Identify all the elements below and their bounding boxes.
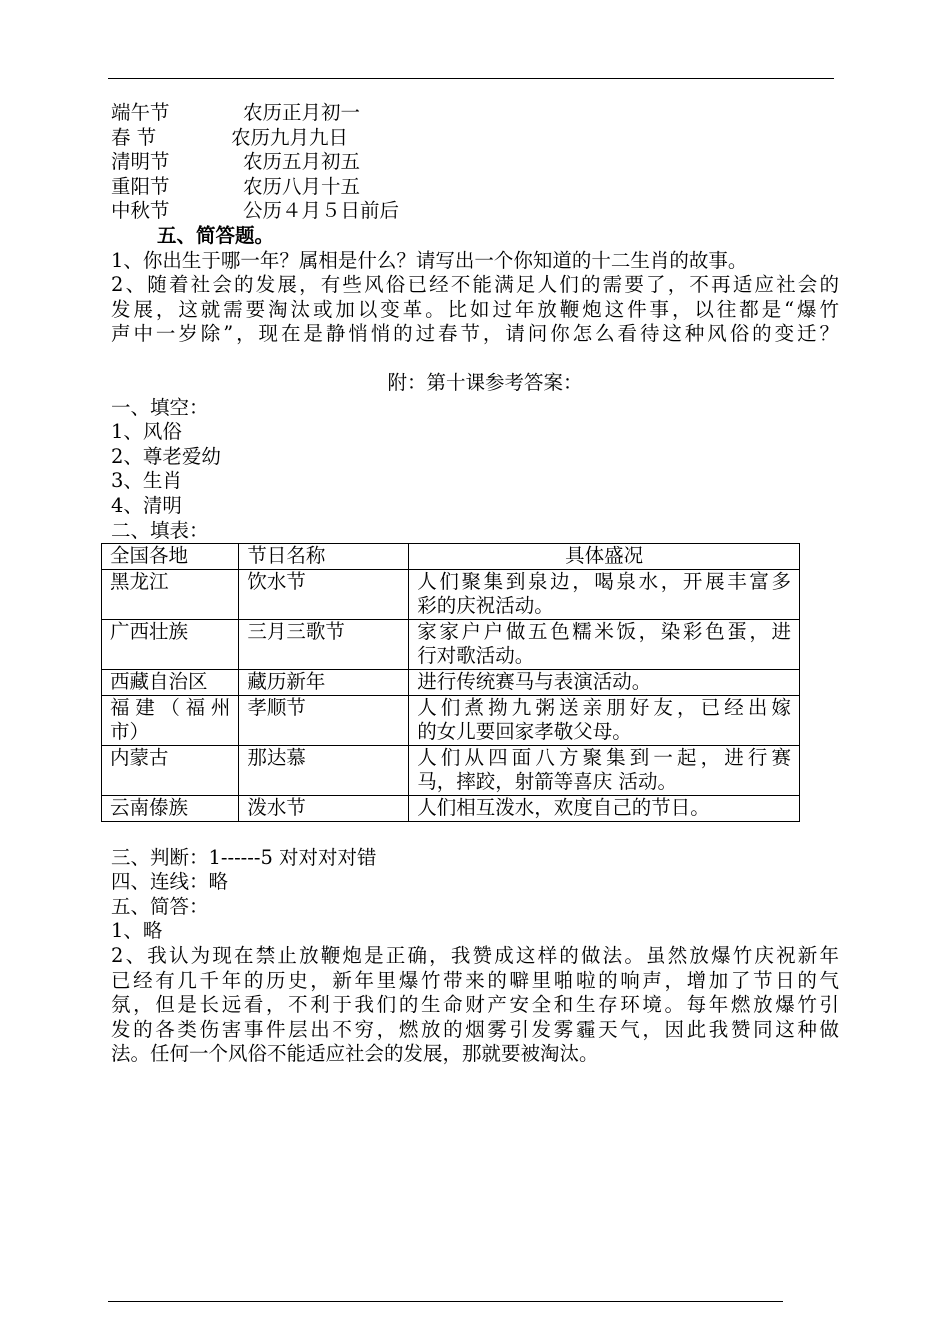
- table-row: [102, 670, 800, 696]
- detail-cell: 家家户户做五色糯米饭，染彩色蛋，进 行对歌活动。: [409, 619, 800, 669]
- document-body: [111, 101, 839, 1067]
- fill-answer: 4、清明: [111, 493, 182, 517]
- list-item: [111, 175, 839, 200]
- list-item: [111, 101, 839, 126]
- detail-cell: 进行传统赛马与表演活动。: [409, 670, 800, 696]
- list-item: [111, 126, 839, 151]
- column-header-place: 全国各地: [102, 544, 239, 570]
- question-2-line: 声中一岁除”，现在是静悄悄的过春节，请问你怎么看待这种风俗的变迁？: [111, 322, 839, 346]
- footer-rule: [108, 1301, 783, 1302]
- place-cell: 广西壮族: [102, 619, 239, 669]
- question-2-line: 2、随着社会的发展，有些风俗已经不能满足人们的需要了，不再适应社会的: [111, 273, 839, 297]
- header-rule: [108, 78, 834, 79]
- table-header-row: [102, 544, 800, 570]
- festival-match-list: [111, 101, 839, 224]
- section-title: 五、简答题。: [157, 223, 275, 247]
- festival-cell: 三月三歌节: [239, 619, 409, 669]
- short-answer-2-line: 氛，但是长远看，不利于我们的生命财产安全和生存环境。每年燃放爆竹引: [111, 993, 839, 1017]
- short-answer-1: 1、略: [111, 919, 163, 943]
- short-answer-2-line: 2、我认为现在禁止放鞭炮是正确，我赞成这样的做法。虽然放爆竹庆祝新年: [111, 944, 839, 967]
- festival-cell: 那达慕: [239, 745, 409, 795]
- festival-name: 春 节: [111, 125, 157, 149]
- table-title: 二、填表：: [111, 518, 209, 542]
- appendix-title: 附：第十课参考答案：: [387, 370, 583, 394]
- festival-cell: 孝顺节: [239, 695, 409, 745]
- fill-answer: 1、风俗: [111, 420, 182, 444]
- place-cell: 西藏自治区: [102, 670, 239, 696]
- question-2-line: 发展，这就需要淘汰或加以变革。比如过年放鞭炮这件事，以往都是“爆竹: [111, 297, 839, 321]
- festival-date: 农历正月初一: [243, 101, 361, 124]
- festival-cell: 饮水节: [239, 569, 409, 619]
- short-answer-title: 五、简答：: [111, 894, 209, 918]
- short-answer-2-line: 已经有几千年的历史，新年里爆竹带来的噼里啪啦的响声，增加了节日的气: [111, 968, 839, 992]
- festival-date: 公历４月５日前后: [243, 199, 400, 223]
- table-row: [102, 796, 800, 822]
- place-cell: 福建（福州 市）: [102, 695, 239, 745]
- festival-cell: 泼水节: [239, 796, 409, 822]
- detail-cell: 人们煮拗九粥送亲朋好友，已经出嫁 的女儿要回家孝敬父母。: [409, 695, 800, 745]
- detail-cell: 人们聚集到泉边，喝泉水，开展丰富多 彩的庆祝活动。: [409, 569, 800, 619]
- place-cell: 云南傣族: [102, 796, 239, 822]
- question-2: [111, 273, 839, 347]
- fill-answer: 3、生肖: [111, 469, 182, 493]
- judge-answer: 三、判断：1------5 对对对对错: [111, 845, 377, 869]
- festival-name: 清明节: [111, 150, 170, 174]
- table-row: [102, 619, 800, 669]
- table-row: [102, 745, 800, 795]
- festival-date: 农历九月九日: [231, 125, 349, 149]
- table-row: [102, 569, 800, 619]
- festival-name: 端午节: [111, 101, 170, 124]
- question-1: 1、你出生于哪一年？属相是什么？请写出一个你知道的十二生肖的故事。: [111, 248, 748, 272]
- festival-cell: 藏历新年: [239, 670, 409, 696]
- festival-table: [101, 543, 800, 822]
- short-answer-2: [111, 944, 839, 1067]
- short-answer-2-line: 发的各类伤害事件层出不穷，燃放的烟雾引发雾霾天气，因此我赞同这种做: [111, 1017, 839, 1041]
- table-row: [102, 695, 800, 745]
- column-header-festival: 节日名称: [239, 544, 409, 570]
- festival-date: 农历八月十五: [243, 174, 361, 198]
- festival-date: 农历五月初五: [243, 150, 361, 174]
- place-cell: 内蒙古: [102, 745, 239, 795]
- column-header-detail: 具体盛况: [409, 544, 800, 570]
- fill-answer: 2、尊老爱幼: [111, 444, 221, 468]
- festival-name: 重阳节: [111, 174, 170, 198]
- short-answer-2-line: 法。任何一个风俗不能适应社会的发展，那就要被淘汰。: [111, 1042, 599, 1066]
- detail-cell: 人们相互泼水，欢度自己的节日。: [409, 796, 800, 822]
- connect-answer: 四、连线：略: [111, 870, 229, 894]
- place-cell: 黑龙江: [102, 569, 239, 619]
- fill-blank-title: 一、填空：: [111, 395, 209, 419]
- detail-cell: 人们从四面八方聚集到一起，进行赛 马，摔跤，射箭等喜庆 活动。: [409, 745, 800, 795]
- festival-name: 中秋节: [111, 199, 170, 223]
- list-item: [111, 199, 839, 224]
- list-item: [111, 150, 839, 175]
